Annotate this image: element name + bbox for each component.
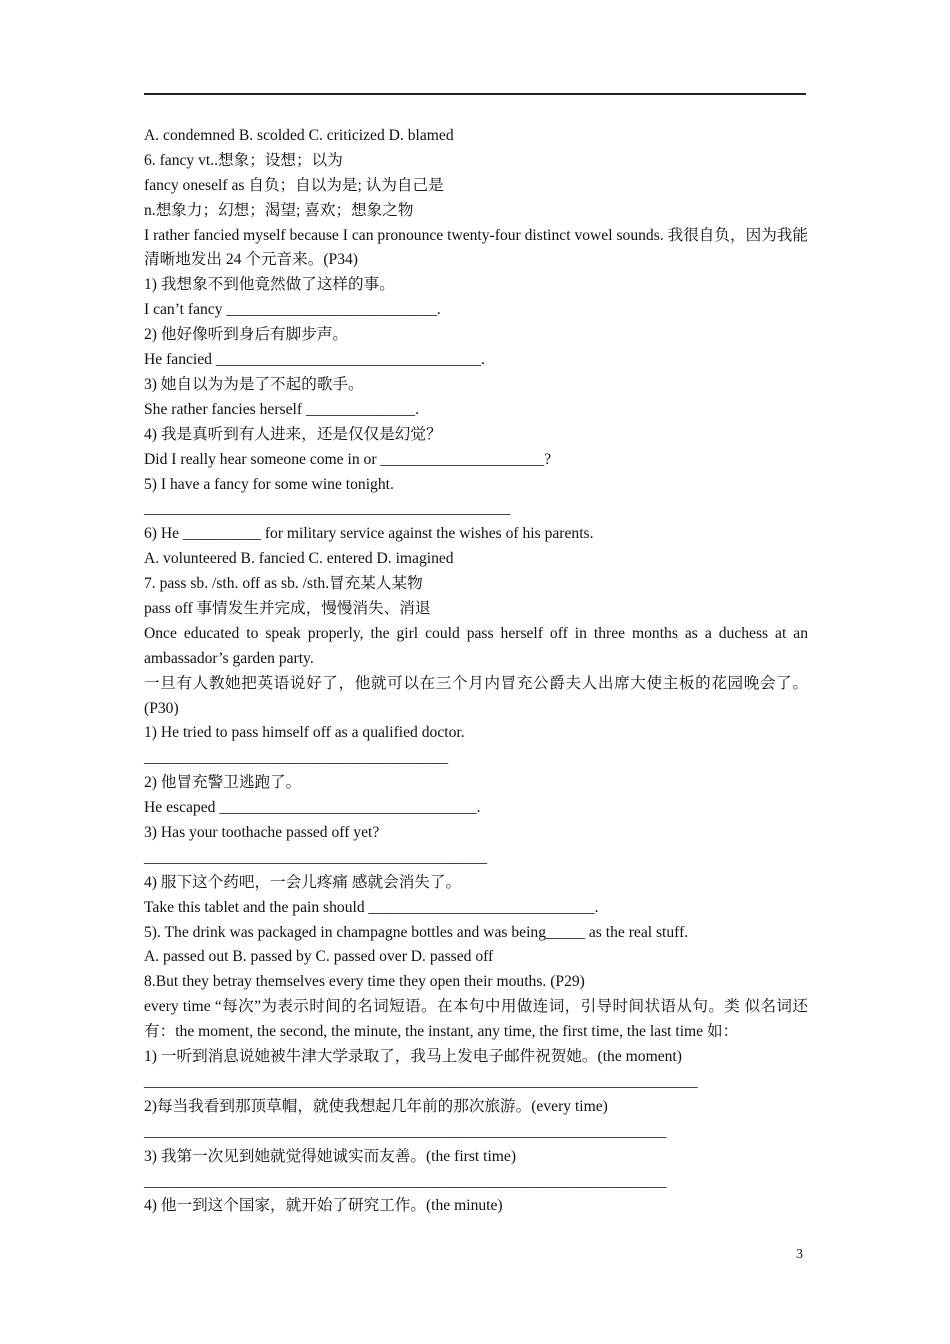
text-line: A. condemned B. scolded C. criticized D. blamed [144, 127, 454, 144]
answer-blank: _______________________________________ [144, 749, 449, 767]
text-line: Did I really hear someone come in or _____________________? [144, 450, 552, 468]
text-line: 2)每当我看到那顶草帽，就使我想起几年前的那次旅游。(every time) [144, 1097, 608, 1115]
text-line: 4) 服下这个药吧，一会儿疼痛 感就会消失了。 [144, 873, 462, 891]
answer-blank: _______________________________________________________________________ [144, 1072, 698, 1090]
text-line: fancy oneself as 自负；自以为是; 认为自己是 [144, 176, 444, 194]
text-line: A. volunteered B. fancied C. entered D. imagined [144, 550, 454, 568]
paragraph: I rather fancied myself because I can pronounce twenty-four distinct vowel sounds. 我很自负，因为我能清晰地发出 24 个元音来。(P34) [144, 226, 808, 269]
text-line: She rather fancies herself ______________. [144, 400, 419, 418]
paragraph: 一旦有人教她把英语说好了，他就可以在三个月内冒充公爵夫人出席大使主板的花园晚会了。(P30) [144, 674, 808, 717]
text-line: 8.But they betray themselves every time they open their mouths. (P29) [144, 973, 585, 991]
text-line: n.想象力；幻想；渴望; 喜欢；想象之物 [144, 201, 414, 219]
text-line: 1) 我想象不到他竟然做了这样的事。 [144, 276, 395, 294]
text-line: 1) 一听到消息说她被牛津大学录取了，我马上发电子邮件祝贺她。(the moment) [144, 1048, 682, 1066]
answer-blank: ____________________________________________ [144, 848, 488, 866]
text-line: Take this tablet and the pain should _____________________________. [144, 898, 599, 916]
text-line: 3) 我第一次见到她就觉得她诚实而友善。(the first time) [144, 1147, 517, 1165]
text-line: 6. fancy vt..想象；设想；以为 [144, 151, 343, 169]
text-line: 5). The drink was packaged in champagne bottles and was being_____ as the real stuff. [144, 923, 689, 941]
text-line: 3) Has your toothache passed off yet? [144, 824, 380, 842]
text-line: 7. pass sb. /sth. off as sb. /sth.冒充某人某物 [144, 575, 423, 593]
text-line: I can’t fancy ___________________________. [144, 301, 441, 319]
paragraph: every time “每次”为表示时间的名词短语。在本句中用做连词，引导时间状语从句。类 似名词还有：the moment, the second, the minute, the instant, any time, the first time, the last time 如： [144, 998, 808, 1041]
text-line: 6) He __________ for military service against the wishes of his parents. [144, 525, 594, 543]
answer-blank: ___________________________________________________________________ [144, 1172, 667, 1190]
text-line: 4) 我是真听到有人进来，还是仅仅是幻觉？ [144, 425, 442, 443]
text-line: 2) 他冒充警卫逃跑了。 [144, 774, 302, 792]
text-line: He fancied __________________________________. [144, 351, 485, 369]
text-line: He escaped _________________________________. [144, 799, 481, 817]
text-line: 5) I have a fancy for some wine tonight. [144, 475, 394, 493]
text-line: 1) He tried to pass himself off as a qualified doctor. [144, 724, 465, 742]
text-line: A. passed out B. passed by C. passed over D. passed off [144, 948, 494, 966]
text-line: 2) 他好像听到身后有脚步声。 [144, 326, 349, 344]
paragraph: Once educated to speak properly, the girl could pass herself off in three months as a duchess at an ambassador’s garden party. [144, 624, 808, 667]
text-line: pass off 事情发生并完成，慢慢消失、消退 [144, 599, 431, 617]
answer-blank: ___________________________________________________________________ [144, 1122, 667, 1140]
document-body [144, 124, 808, 1219]
text-line: 3) 她自以为为是了不起的歌手。 [144, 375, 364, 393]
page-number: 3 [796, 1247, 803, 1262]
text-line: 4) 他一到这个国家，就开始了研究工作。(the minute) [144, 1197, 503, 1215]
answer-blank: _______________________________________________ [144, 500, 511, 518]
header-rule [144, 93, 806, 95]
